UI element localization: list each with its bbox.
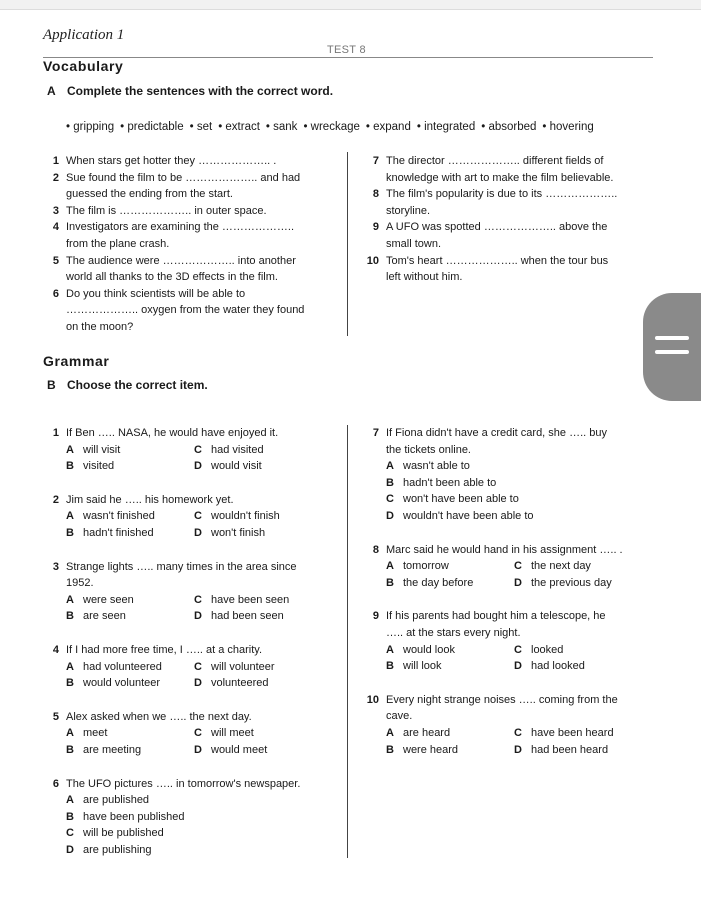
grammar-right-column xyxy=(363,425,683,758)
question-number: 6 xyxy=(52,777,59,790)
vocab-question xyxy=(43,253,343,286)
answer-option[interactable] xyxy=(514,742,654,759)
option-letter: D xyxy=(194,460,202,473)
question-number: 1 xyxy=(52,427,59,439)
answer-option[interactable] xyxy=(386,642,514,659)
option-text: wouldn't have been able to xyxy=(403,509,534,522)
answer-option[interactable] xyxy=(386,558,514,575)
question-spacer xyxy=(43,542,343,559)
option-letter: C xyxy=(194,727,202,740)
word-bank-item: • set xyxy=(189,121,213,133)
option-text: the previous day xyxy=(531,576,612,589)
answer-option[interactable] xyxy=(194,442,334,459)
option-letter: D xyxy=(194,743,202,756)
word-bank-item: • absorbed xyxy=(481,121,537,133)
answer-option[interactable] xyxy=(386,575,514,592)
question-number: 10 xyxy=(366,693,379,706)
option-text: wasn't finished xyxy=(83,510,155,523)
question-text: from the plane crash. xyxy=(66,237,170,250)
word-bank-item: • expand xyxy=(365,121,411,133)
question-text: Every night strange noises ….. coming from the xyxy=(386,693,618,706)
option-letter: A xyxy=(66,510,74,523)
instruction-letter: B xyxy=(47,378,56,392)
option-letter: D xyxy=(514,576,522,589)
word-bank-item: • wreckage xyxy=(303,121,360,133)
option-letter: A xyxy=(66,593,74,606)
answer-option[interactable] xyxy=(194,675,334,692)
question-text: left without him. xyxy=(386,271,463,284)
option-text: would look xyxy=(403,643,455,656)
option-letter: A xyxy=(66,443,74,456)
option-text: would visit xyxy=(211,460,262,473)
answer-option[interactable] xyxy=(386,508,683,525)
question-number: 1 xyxy=(52,155,59,167)
question-number: 7 xyxy=(372,155,379,167)
option-letter: B xyxy=(66,743,74,756)
grammar-left-column xyxy=(43,425,343,858)
option-text: will volunteer xyxy=(211,660,275,673)
drag-handle-icon[interactable] xyxy=(643,293,701,401)
vocab-question xyxy=(43,153,343,170)
question-number: 10 xyxy=(366,254,379,267)
answer-option[interactable] xyxy=(66,809,343,826)
question-text: If Fiona didn't have a credit card, she ….. buy xyxy=(386,427,607,439)
option-letter: A xyxy=(386,726,394,739)
option-letter: B xyxy=(386,576,394,589)
vocabulary-heading: Vocabulary xyxy=(43,58,124,74)
option-text: wouldn't finish xyxy=(211,510,280,523)
answer-option[interactable] xyxy=(194,592,334,609)
option-text: hadn't finished xyxy=(83,526,154,539)
option-text: tomorrow xyxy=(403,560,449,573)
answer-option[interactable] xyxy=(66,592,194,609)
question-spacer xyxy=(43,625,343,642)
option-text: will look xyxy=(403,660,442,673)
option-letter: A xyxy=(66,727,74,740)
option-letter: C xyxy=(386,493,394,506)
answer-option[interactable] xyxy=(66,725,194,742)
option-letter: C xyxy=(66,827,74,840)
question-text: Strange lights ….. many times in the area since xyxy=(66,560,297,573)
question-text: The film is ……………….. in outer space. xyxy=(66,204,267,217)
answer-option[interactable] xyxy=(66,792,343,809)
word-bank xyxy=(66,121,600,133)
option-letter: C xyxy=(194,660,202,673)
option-letter: A xyxy=(66,660,74,673)
answer-option[interactable] xyxy=(66,659,194,676)
answer-option[interactable] xyxy=(66,442,194,459)
test-label: TEST 8 xyxy=(327,44,366,56)
question-spacer xyxy=(43,759,343,776)
word-bank-item: • gripping xyxy=(66,121,115,133)
option-text: the day before xyxy=(403,576,474,589)
vocab-question xyxy=(43,170,343,203)
question-number: 8 xyxy=(372,543,379,556)
option-letter: D xyxy=(194,526,202,539)
vocab-question xyxy=(363,219,663,252)
answer-option[interactable] xyxy=(194,725,334,742)
question-text: small town. xyxy=(386,237,442,250)
option-letter: B xyxy=(386,476,394,489)
column-divider xyxy=(347,425,348,858)
option-text: won't finish xyxy=(211,526,266,539)
answer-option[interactable] xyxy=(194,458,334,475)
instruction-text: Choose the correct item. xyxy=(67,378,208,392)
option-letter: A xyxy=(386,460,394,473)
grammar-question xyxy=(43,776,343,859)
question-text: ……………….. oxygen from the water they found xyxy=(66,304,305,317)
option-text: have been published xyxy=(83,810,185,823)
option-text: hadn't been able to xyxy=(403,476,497,489)
vocabulary-right-column xyxy=(363,153,663,286)
grammar-heading: Grammar xyxy=(43,353,110,369)
option-text: are seen xyxy=(83,610,126,623)
answer-options xyxy=(386,642,683,675)
question-number: 2 xyxy=(52,171,59,184)
answer-option[interactable] xyxy=(66,842,343,859)
answer-option[interactable] xyxy=(386,491,683,508)
question-spacer xyxy=(43,692,343,709)
application-label: Application 1 xyxy=(43,27,125,43)
option-letter: D xyxy=(386,509,394,522)
answer-option[interactable] xyxy=(66,508,194,525)
question-text: If Ben ….. NASA, he would have enjoyed it. xyxy=(66,427,279,439)
grammar-question xyxy=(363,542,683,592)
option-letter: C xyxy=(194,443,202,456)
option-text: would meet xyxy=(211,743,268,756)
option-letter: B xyxy=(66,526,74,539)
option-text: had visited xyxy=(211,443,264,456)
option-letter: C xyxy=(514,643,522,656)
question-number: 3 xyxy=(52,204,59,217)
question-number: 9 xyxy=(372,610,379,623)
question-spacer xyxy=(43,475,343,492)
word-bank-item: • hovering xyxy=(542,121,594,133)
option-letter: A xyxy=(386,560,394,573)
answer-option[interactable] xyxy=(386,475,683,492)
column-divider xyxy=(347,152,348,336)
question-text: A UFO was spotted ……………….. above the xyxy=(386,221,608,234)
question-text: When stars get hotter they ……………….. . xyxy=(66,155,277,167)
answer-option[interactable] xyxy=(514,642,654,659)
question-text: cave. xyxy=(386,710,413,723)
option-letter: A xyxy=(386,643,394,656)
option-letter: C xyxy=(514,560,522,573)
option-letter: D xyxy=(66,843,74,856)
option-letter: A xyxy=(66,794,74,807)
option-text: won't have been able to xyxy=(403,493,519,506)
question-text: on the moon? xyxy=(66,320,134,333)
option-letter: C xyxy=(514,726,522,739)
answer-options xyxy=(66,442,343,475)
option-letter: D xyxy=(514,743,522,756)
grammar-question xyxy=(43,709,343,759)
option-text: are meeting xyxy=(83,743,142,756)
answer-option[interactable] xyxy=(514,725,654,742)
question-text: world all thanks to the 3D effects in the film. xyxy=(66,271,278,284)
question-text: the tickets online. xyxy=(386,443,471,456)
answer-option[interactable] xyxy=(386,458,683,475)
question-text: Investigators are examining the ……………….. xyxy=(66,221,295,234)
question-number: 3 xyxy=(52,560,59,573)
answer-options xyxy=(386,725,683,758)
option-letter: B xyxy=(66,610,74,623)
question-text: storyline. xyxy=(386,204,431,217)
answer-option[interactable] xyxy=(514,558,654,575)
answer-option[interactable] xyxy=(66,742,194,759)
answer-option[interactable] xyxy=(514,658,654,675)
question-number: 9 xyxy=(372,221,379,234)
option-text: have been heard xyxy=(531,726,614,739)
question-spacer xyxy=(363,525,683,542)
answer-option[interactable] xyxy=(194,742,334,759)
question-number: 4 xyxy=(52,221,59,234)
question-number: 6 xyxy=(52,287,59,300)
option-letter: D xyxy=(194,610,202,623)
question-text: The director ……………….. different fields of xyxy=(386,155,604,167)
option-text: had volunteered xyxy=(83,660,162,673)
question-text: Sue found the film to be ……………….. and had xyxy=(66,171,301,184)
vocab-question xyxy=(363,253,663,286)
top-bar xyxy=(0,0,701,10)
question-text: If his parents had bought him a telescope, he xyxy=(386,610,606,623)
option-text: would volunteer xyxy=(83,677,161,690)
option-text: had been seen xyxy=(211,610,284,623)
answer-option[interactable] xyxy=(194,659,334,676)
grammar-question xyxy=(363,692,683,758)
grammar-question xyxy=(43,559,343,625)
question-text: The audience were ……………….. into another xyxy=(66,254,296,267)
question-spacer xyxy=(363,591,683,608)
question-text: guessed the ending from the start. xyxy=(66,188,233,201)
answer-option[interactable] xyxy=(386,742,514,759)
option-letter: D xyxy=(514,660,522,673)
option-letter: B xyxy=(386,660,394,673)
grammar-question xyxy=(43,425,343,475)
answer-options xyxy=(66,792,343,858)
vocabulary-left-column xyxy=(43,153,343,336)
question-text: 1952. xyxy=(66,577,94,590)
question-text: Marc said he would hand in his assignment ….. . xyxy=(386,543,623,556)
question-text: Tom's heart ……………….. when the tour bus xyxy=(386,254,609,267)
option-text: the next day xyxy=(531,560,591,573)
question-text: The film's popularity is due to its ……………….. xyxy=(386,188,618,201)
option-text: are heard xyxy=(403,726,451,739)
word-bank-item: • extract xyxy=(218,121,260,133)
option-letter: B xyxy=(66,677,74,690)
question-number: 4 xyxy=(52,643,59,656)
answer-option[interactable] xyxy=(386,658,514,675)
question-text: ….. at the stars every night. xyxy=(386,626,521,639)
option-text: will meet xyxy=(211,727,254,740)
question-text: The UFO pictures ….. in tomorrow's newspaper. xyxy=(66,777,301,790)
option-text: looked xyxy=(531,643,564,656)
option-text: will visit xyxy=(83,443,121,456)
option-text: visited xyxy=(83,460,115,473)
answer-option[interactable] xyxy=(514,575,654,592)
vocab-question xyxy=(43,219,343,252)
question-spacer xyxy=(363,675,683,692)
answer-option[interactable] xyxy=(194,525,334,542)
option-text: wasn't able to xyxy=(403,460,470,473)
grammar-instruction xyxy=(47,378,208,392)
answer-options xyxy=(66,659,343,692)
grammar-question xyxy=(43,492,343,542)
word-bank-item: • integrated xyxy=(416,121,476,133)
option-text: have been seen xyxy=(211,593,290,606)
option-text: had been heard xyxy=(531,743,609,756)
question-text: knowledge with art to make the film believable. xyxy=(386,171,614,184)
option-text: were heard xyxy=(403,743,459,756)
grammar-question xyxy=(363,608,683,674)
instruction-text: Complete the sentences with the correct word. xyxy=(67,84,334,98)
question-number: 5 xyxy=(52,254,59,267)
header-rule xyxy=(43,57,653,58)
grammar-question xyxy=(43,642,343,692)
vocab-question xyxy=(43,286,343,336)
option-letter: B xyxy=(66,460,74,473)
grammar-question xyxy=(363,425,683,525)
answer-option[interactable] xyxy=(66,458,194,475)
answer-option[interactable] xyxy=(194,608,334,625)
answer-options xyxy=(66,592,343,625)
question-text: If I had more free time, I ….. at a charity. xyxy=(66,643,263,656)
answer-options xyxy=(386,458,683,524)
option-text: meet xyxy=(83,727,108,740)
question-text: Jim said he ….. his homework yet. xyxy=(66,493,234,506)
question-number: 7 xyxy=(372,427,379,439)
answer-option[interactable] xyxy=(66,525,194,542)
vocab-question xyxy=(363,186,663,219)
option-text: are published xyxy=(83,794,150,807)
option-letter: C xyxy=(194,593,202,606)
vocab-question xyxy=(43,203,343,220)
option-text: volunteered xyxy=(211,677,269,690)
question-text: Alex asked when we ….. the next day. xyxy=(66,710,252,723)
answer-options xyxy=(386,558,683,591)
answer-options xyxy=(66,725,343,758)
question-number: 5 xyxy=(52,710,59,723)
answer-option[interactable] xyxy=(66,608,194,625)
vocab-question xyxy=(363,153,663,186)
word-bank-item: • sank xyxy=(265,121,298,133)
answer-option[interactable] xyxy=(66,825,343,842)
answer-option[interactable] xyxy=(66,675,194,692)
handle-line xyxy=(655,350,689,354)
option-letter: D xyxy=(194,677,202,690)
option-text: were seen xyxy=(83,593,134,606)
question-text: Do you think scientists will be able to xyxy=(66,287,246,300)
instruction-letter: A xyxy=(47,84,56,98)
question-number: 2 xyxy=(52,493,59,506)
question-number: 8 xyxy=(372,188,379,201)
word-bank-item: • predictable xyxy=(120,121,184,133)
answer-options xyxy=(66,508,343,541)
option-text: will be published xyxy=(83,827,164,840)
option-letter: C xyxy=(194,510,202,523)
option-text: are publishing xyxy=(83,843,152,856)
answer-option[interactable] xyxy=(194,508,334,525)
answer-option[interactable] xyxy=(386,725,514,742)
option-letter: B xyxy=(66,810,74,823)
option-letter: B xyxy=(386,743,394,756)
vocabulary-instruction xyxy=(47,84,333,98)
handle-line xyxy=(655,336,689,340)
option-text: had looked xyxy=(531,660,585,673)
